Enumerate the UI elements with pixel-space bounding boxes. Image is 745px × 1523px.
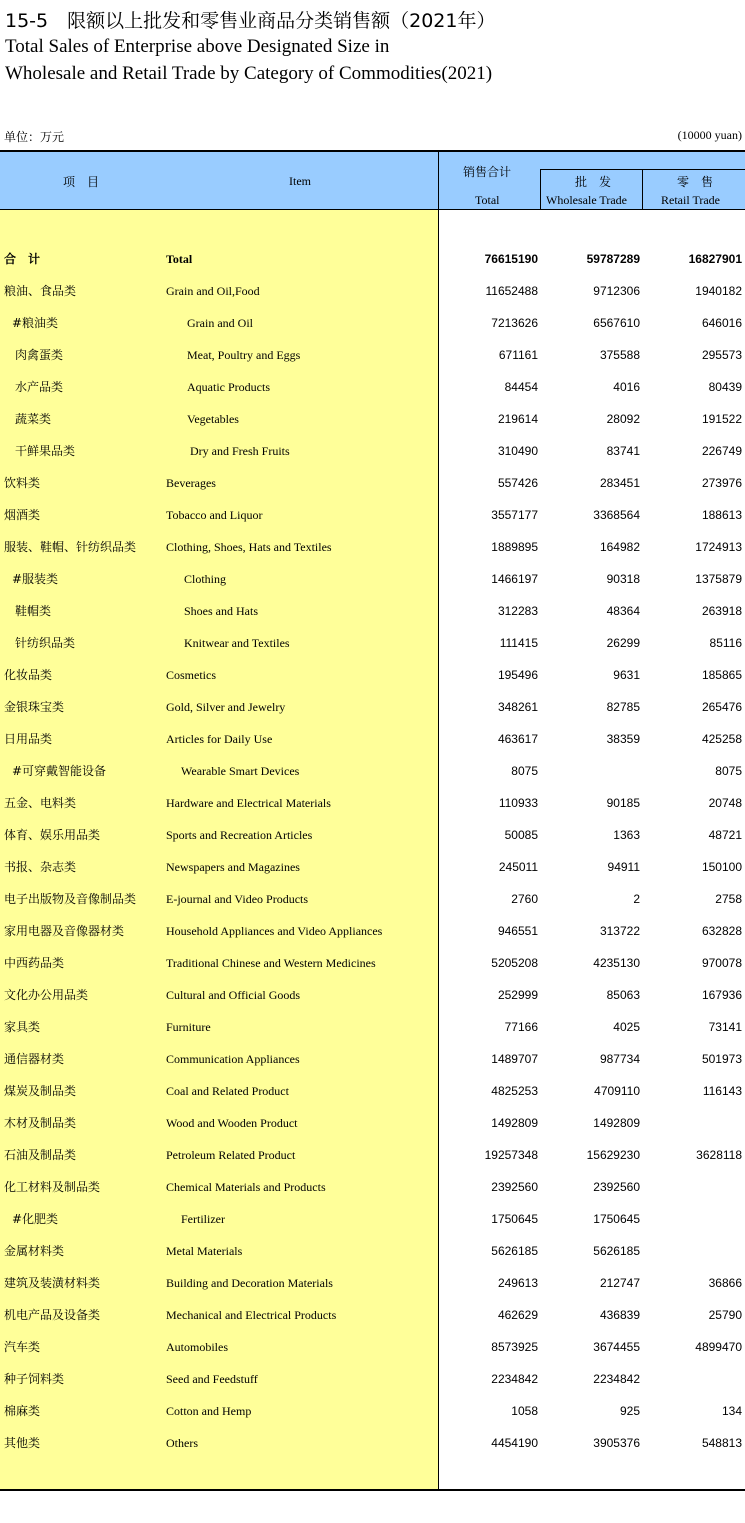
- table-row: [0, 1203, 745, 1235]
- row-wholesale-value: 436839: [599, 1308, 640, 1322]
- row-total-value: 463617: [497, 732, 538, 746]
- row-total-value: 76615190: [484, 252, 538, 266]
- row-item-en: Wood and Wooden Product: [166, 1116, 298, 1130]
- row-item-cn: #服装类: [12, 572, 59, 586]
- row-wholesale-value: 28092: [606, 412, 640, 426]
- row-wholesale-value: 313722: [599, 924, 640, 938]
- table-row: [0, 1171, 745, 1203]
- row-total-value: 111415: [499, 636, 538, 650]
- row-total-value: 310490: [497, 444, 538, 458]
- row-retail-value: 4899470: [695, 1340, 742, 1354]
- row-item-cn: 煤炭及制品类: [4, 1084, 77, 1098]
- row-retail-value: 970078: [701, 956, 742, 970]
- row-retail-value: 1940182: [695, 284, 742, 298]
- row-item-en: Others: [166, 1436, 198, 1450]
- row-retail-value: 265476: [701, 700, 742, 714]
- row-retail-value: 1375879: [695, 572, 742, 586]
- row-item-en: Hardware and Electrical Materials: [166, 796, 331, 810]
- row-item-en: Fertilizer: [181, 1212, 225, 1226]
- row-item-cn: 其他类: [4, 1436, 41, 1450]
- unit-label-cn: 单位：万元: [4, 130, 65, 144]
- row-total-value: 19257348: [484, 1148, 538, 1162]
- row-total-value: 4825253: [491, 1084, 538, 1098]
- table-row: [0, 883, 745, 915]
- row-total-value: 252999: [497, 988, 538, 1002]
- row-item-en: Wearable Smart Devices: [181, 764, 300, 778]
- table-row: [0, 755, 745, 787]
- table-row: [0, 1139, 745, 1171]
- row-total-value: 219614: [497, 412, 538, 426]
- row-total-value: 557426: [497, 476, 538, 490]
- row-retail-value: 80439: [708, 380, 742, 394]
- unit-label-en: (10000 yuan): [677, 128, 742, 142]
- row-item-en: Traditional Chinese and Western Medicines: [166, 956, 376, 970]
- table-row: [0, 1267, 745, 1299]
- table-row: [0, 1363, 745, 1395]
- row-item-en: Building and Decoration Materials: [166, 1276, 333, 1290]
- page-title-en-line1: Total Sales of Enterprise above Designated Size in: [5, 36, 390, 57]
- row-total-value: 312283: [497, 604, 538, 618]
- row-item-cn: 汽车类: [4, 1340, 41, 1354]
- row-total-value: 195496: [497, 668, 538, 682]
- row-retail-value: 20748: [708, 796, 742, 810]
- row-wholesale-value: 38359: [606, 732, 640, 746]
- row-wholesale-value: 90185: [606, 796, 640, 810]
- table-row: [0, 1043, 745, 1075]
- row-wholesale-value: 987734: [599, 1052, 640, 1066]
- row-item-en: Communication Appliances: [166, 1052, 300, 1066]
- table-row: [0, 723, 745, 755]
- table-row: [0, 275, 745, 307]
- row-wholesale-value: 15629230: [586, 1148, 640, 1162]
- row-total-value: 2392560: [491, 1180, 538, 1194]
- row-total-value: 11652488: [485, 284, 538, 298]
- row-wholesale-value: 94911: [607, 860, 640, 874]
- row-item-cn: 金银珠宝类: [4, 700, 65, 714]
- row-wholesale-value: 85063: [606, 988, 640, 1002]
- row-item-en: Beverages: [166, 476, 216, 490]
- table-row: [0, 1427, 745, 1459]
- row-item-cn: 石油及制品类: [4, 1148, 77, 1162]
- row-item-cn: 化妆品类: [4, 668, 53, 682]
- row-retail-value: 646016: [701, 316, 742, 330]
- row-item-en: Cultural and Official Goods: [166, 988, 301, 1002]
- row-wholesale-value: 59787289: [586, 252, 640, 266]
- table-row: [0, 1235, 745, 1267]
- row-item-cn: 烟酒类: [4, 508, 41, 522]
- table-row: [0, 1107, 745, 1139]
- row-item-cn: 通信器材类: [4, 1052, 65, 1066]
- row-retail-value: 295573: [701, 348, 742, 362]
- row-total-value: 8573925: [491, 1340, 538, 1354]
- row-total-value: 671161: [498, 348, 538, 362]
- row-item-en: Clothing: [184, 572, 227, 586]
- row-total-value: 77166: [504, 1020, 538, 1034]
- row-wholesale-value: 4016: [613, 380, 640, 394]
- row-total-value: 249613: [497, 1276, 538, 1290]
- row-item-cn: 饮料类: [4, 476, 41, 490]
- row-retail-value: 48721: [708, 828, 742, 842]
- row-item-cn: 中西药品类: [4, 956, 65, 970]
- header-divider-1: [540, 169, 541, 209]
- row-total-value: 84454: [504, 380, 538, 394]
- row-retail-value: 191522: [701, 412, 742, 426]
- row-item-en: Cotton and Hemp: [166, 1404, 252, 1418]
- row-item-cn: 针纺织品类: [15, 636, 76, 650]
- row-retail-value: 501973: [701, 1052, 742, 1066]
- row-item-cn: 体育、娱乐用品类: [4, 828, 101, 842]
- row-total-value: 348261: [497, 700, 538, 714]
- table-row: [0, 819, 745, 851]
- row-wholesale-value: 1363: [613, 828, 640, 842]
- row-retail-value: 25790: [708, 1308, 742, 1322]
- table-row: [0, 1011, 745, 1043]
- table-row: [0, 979, 745, 1011]
- row-item-en: Household Appliances and Video Appliances: [166, 924, 383, 938]
- row-total-value: 50085: [504, 828, 538, 842]
- row-item-en: Mechanical and Electrical Products: [166, 1308, 337, 1322]
- header-item-en: Item: [289, 174, 311, 188]
- header-wholesale-cn: 批 发: [575, 175, 612, 189]
- table-row: [0, 467, 745, 499]
- row-wholesale-value: 2: [633, 892, 640, 906]
- row-item-en: Gold, Silver and Jewelry: [166, 700, 286, 714]
- row-item-cn: 书报、杂志类: [4, 860, 77, 874]
- row-item-en: Chemical Materials and Products: [166, 1180, 326, 1194]
- row-total-value: 3557177: [491, 508, 538, 522]
- row-item-en: Vegetables: [187, 412, 239, 426]
- table-row: [0, 371, 745, 403]
- row-wholesale-value: 4025: [613, 1020, 640, 1034]
- table-row: [0, 659, 745, 691]
- table-row: [0, 627, 745, 659]
- row-total-value: 1750645: [491, 1212, 538, 1226]
- row-wholesale-value: 9712306: [593, 284, 640, 298]
- row-item-en: E-journal and Video Products: [166, 892, 309, 906]
- table-row: [0, 691, 745, 723]
- row-item-cn: 电子出版物及音像制品类: [4, 892, 137, 906]
- row-item-cn: 鞋帽类: [15, 604, 52, 618]
- page-title-cn: 15-5 限额以上批发和零售业商品分类销售额（2021年）: [5, 10, 496, 32]
- row-total-value: 1489707: [491, 1052, 538, 1066]
- row-item-en: Coal and Related Product: [166, 1084, 289, 1098]
- row-retail-value: 185865: [701, 668, 742, 682]
- row-wholesale-value: 212747: [599, 1276, 640, 1290]
- table-row: [0, 307, 745, 339]
- row-retail-value: 16827901: [688, 252, 742, 266]
- row-item-cn: 干鲜果品类: [15, 444, 76, 458]
- row-retail-value: 36866: [708, 1276, 742, 1290]
- row-wholesale-value: 1492809: [593, 1116, 640, 1130]
- row-retail-value: 150100: [701, 860, 742, 874]
- row-item-cn: 日用品类: [4, 732, 53, 746]
- row-item-en: Articles for Daily Use: [166, 732, 273, 746]
- row-total-value: 4454190: [491, 1436, 538, 1450]
- row-wholesale-value: 2234842: [593, 1372, 640, 1386]
- row-retail-value: 167936: [701, 988, 742, 1002]
- row-retail-value: 548813: [701, 1436, 742, 1450]
- table-row: [0, 339, 745, 371]
- row-retail-value: 425258: [701, 732, 742, 746]
- row-item-en: Knitwear and Textiles: [184, 636, 290, 650]
- table-row: [0, 1075, 745, 1107]
- row-retail-value: 116143: [702, 1084, 742, 1098]
- row-item-cn: 家具类: [4, 1020, 41, 1034]
- row-retail-value: 2758: [715, 892, 742, 906]
- row-total-value: 245011: [498, 860, 538, 874]
- row-total-value: 1889895: [491, 540, 538, 554]
- header-total-en: Total: [475, 193, 500, 207]
- row-item-en: Tobacco and Liquor: [166, 508, 263, 522]
- row-item-cn: 肉禽蛋类: [15, 348, 64, 362]
- row-wholesale-value: 6567610: [593, 316, 640, 330]
- header-wholesale-en: Wholesale Trade: [546, 193, 627, 207]
- table-row: [0, 1331, 745, 1363]
- row-item-cn: 文化办公用品类: [4, 988, 89, 1002]
- header-subgroup-rule: [540, 169, 745, 170]
- row-item-en: Grain and Oil,Food: [166, 284, 260, 298]
- row-total-value: 5205208: [491, 956, 538, 970]
- row-item-en: Newspapers and Magazines: [166, 860, 300, 874]
- row-item-en: Grain and Oil: [187, 316, 253, 330]
- row-wholesale-value: 1750645: [593, 1212, 640, 1226]
- header-total-cn: 销售合计: [463, 165, 512, 179]
- row-total-value: 7213626: [491, 316, 538, 330]
- row-item-cn: 化工材料及制品类: [4, 1180, 101, 1194]
- row-total-value: 1492809: [491, 1116, 538, 1130]
- row-wholesale-value: 82785: [606, 700, 640, 714]
- table-row: [0, 563, 745, 595]
- row-total-value: 2234842: [491, 1372, 538, 1386]
- row-item-en: Automobiles: [166, 1340, 228, 1354]
- row-item-cn: 蔬菜类: [15, 412, 52, 426]
- row-item-cn: 机电产品及设备类: [4, 1308, 101, 1322]
- row-item-en: Total: [166, 252, 193, 266]
- row-item-en: Metal Materials: [166, 1244, 243, 1258]
- row-retail-value: 1724913: [695, 540, 742, 554]
- row-item-en: Cosmetics: [166, 668, 216, 682]
- header-divider-2: [642, 169, 643, 209]
- row-wholesale-value: 5626185: [593, 1244, 640, 1258]
- table-header: [0, 152, 745, 209]
- row-total-value: 946551: [497, 924, 538, 938]
- row-wholesale-value: 2392560: [593, 1180, 640, 1194]
- row-wholesale-value: 9631: [613, 668, 640, 682]
- row-retail-value: 263918: [701, 604, 742, 618]
- row-wholesale-value: 164982: [599, 540, 640, 554]
- row-total-value: 110933: [498, 796, 538, 810]
- row-total-value: 1466197: [491, 572, 538, 586]
- row-item-cn: 合 计: [4, 252, 41, 266]
- header-item-cn: 项 目: [63, 175, 100, 189]
- row-wholesale-value: 3368564: [593, 508, 640, 522]
- row-item-cn: 金属材料类: [4, 1244, 65, 1258]
- table-row: [0, 531, 745, 563]
- header-retail-cn: 零 售: [677, 175, 714, 189]
- table-row: [0, 403, 745, 435]
- row-item-en: Dry and Fresh Fruits: [190, 444, 290, 458]
- row-wholesale-value: 4709110: [594, 1084, 640, 1098]
- row-retail-value: 188613: [701, 508, 742, 522]
- row-retail-value: 632828: [701, 924, 742, 938]
- row-item-en: Sports and Recreation Articles: [166, 828, 313, 842]
- row-item-cn: 粮油、食品类: [4, 284, 77, 298]
- row-item-cn: 建筑及装潢材料类: [4, 1276, 101, 1290]
- row-retail-value: 85116: [709, 636, 742, 650]
- row-item-cn: #化肥类: [12, 1212, 59, 1226]
- table-row: [0, 243, 745, 275]
- row-total-value: 1058: [511, 1404, 538, 1418]
- table-row: [0, 787, 745, 819]
- table-row: [0, 499, 745, 531]
- row-item-cn: 木材及制品类: [4, 1116, 77, 1130]
- row-wholesale-value: 375588: [599, 348, 640, 362]
- table-row: [0, 915, 745, 947]
- row-item-cn: #粮油类: [12, 316, 59, 330]
- row-wholesale-value: 925: [619, 1404, 640, 1418]
- row-item-en: Furniture: [166, 1020, 211, 1034]
- table-row: [0, 947, 745, 979]
- row-item-en: Clothing, Shoes, Hats and Textiles: [166, 540, 332, 554]
- row-total-value: 462629: [497, 1308, 538, 1322]
- page-title-en-line2: Wholesale and Retail Trade by Category of Commodities(2021): [5, 63, 493, 84]
- row-wholesale-value: 83741: [606, 444, 640, 458]
- row-wholesale-value: 283451: [599, 476, 640, 490]
- row-item-en: Petroleum Related Product: [166, 1148, 296, 1162]
- row-retail-value: 134: [721, 1404, 742, 1418]
- row-item-cn: #可穿戴智能设备: [12, 764, 107, 778]
- table-row: [0, 1395, 745, 1427]
- table-row: [0, 435, 745, 467]
- row-total-value: 2760: [511, 892, 538, 906]
- row-wholesale-value: 48364: [606, 604, 640, 618]
- row-item-en: Seed and Feedstuff: [166, 1372, 258, 1386]
- row-item-en: Aquatic Products: [187, 380, 270, 394]
- row-retail-value: 226749: [701, 444, 742, 458]
- row-wholesale-value: 3905376: [593, 1436, 640, 1450]
- table-bottom-rule: [0, 1489, 745, 1491]
- row-item-cn: 五金、电料类: [4, 796, 77, 810]
- row-item-cn: 种子饲料类: [4, 1372, 65, 1386]
- row-item-cn: 水产品类: [15, 380, 64, 394]
- row-item-cn: 家用电器及音像器材类: [4, 924, 125, 938]
- row-wholesale-value: 4235130: [593, 956, 640, 970]
- row-wholesale-value: 26299: [606, 636, 640, 650]
- row-item-cn: 服装、鞋帽、针纺织品类: [4, 540, 137, 554]
- table-row: [0, 851, 745, 883]
- row-retail-value: 8075: [715, 764, 742, 778]
- row-retail-value: 273976: [701, 476, 742, 490]
- table-top-rule: [0, 150, 745, 152]
- row-item-en: Shoes and Hats: [184, 604, 258, 618]
- row-wholesale-value: 3674455: [593, 1340, 640, 1354]
- row-item-en: Meat, Poultry and Eggs: [187, 348, 301, 362]
- row-retail-value: 73141: [708, 1020, 742, 1034]
- row-total-value: 8075: [511, 764, 538, 778]
- row-total-value: 5626185: [491, 1244, 538, 1258]
- row-item-cn: 棉麻类: [4, 1404, 41, 1418]
- table-row: [0, 1299, 745, 1331]
- header-retail-en: Retail Trade: [661, 193, 720, 207]
- row-retail-value: 3628118: [696, 1148, 742, 1162]
- table-row: [0, 595, 745, 627]
- row-wholesale-value: 90318: [606, 572, 640, 586]
